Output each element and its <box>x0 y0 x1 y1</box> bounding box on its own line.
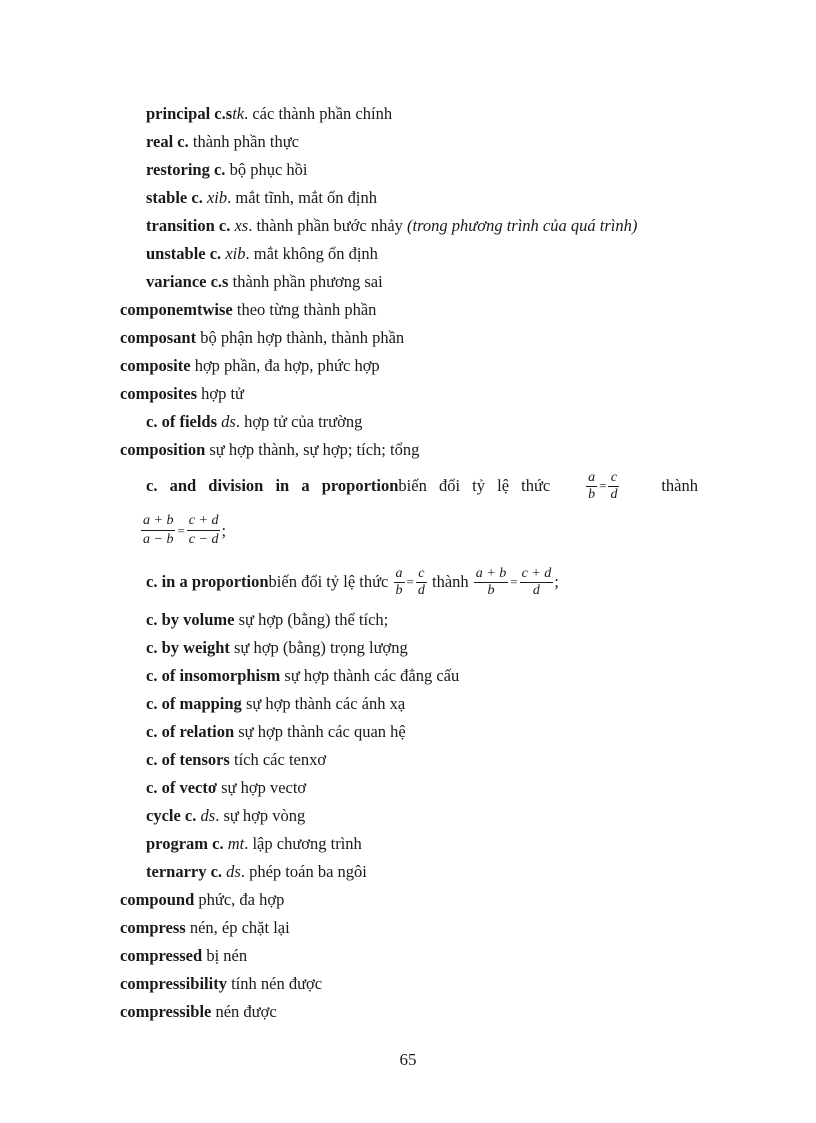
fraction <box>141 512 175 549</box>
entry-definition: bị nén <box>202 946 248 965</box>
entry-term: restoring c. <box>146 160 226 179</box>
entry-abbr: xib <box>206 188 228 207</box>
entry-definition: . phép toán ba ngôi <box>240 862 367 881</box>
entry-abbr: mt <box>227 834 245 853</box>
entry-composition-by-volume <box>146 610 388 630</box>
equals-sign: = <box>510 574 518 589</box>
entry-term: composition <box>120 440 206 459</box>
entry-term: c. of vectơ <box>146 778 217 797</box>
entry-definition: sự hợp (bằng) trọng lượng <box>229 638 408 657</box>
entry-abbr: xib <box>225 244 246 263</box>
entry-term: composant <box>120 328 197 347</box>
entry-term: unstable c. <box>146 244 222 263</box>
entry-term: c. and division in a proportion <box>146 476 399 495</box>
entry-definition: tích các tenxơ <box>229 750 327 769</box>
entry-term: program c. <box>146 834 224 853</box>
entry-definition: sự hợp thành các ánh xạ <box>241 694 406 713</box>
fraction <box>608 470 619 503</box>
entry-real-component <box>146 132 299 152</box>
entry-definition: theo từng thành phần <box>232 300 377 319</box>
entry-abbr: xs <box>234 216 249 235</box>
numerator: a <box>395 565 403 581</box>
semicolon: ; <box>221 520 227 540</box>
entry-definition: bộ phận hợp thành, thành phần <box>196 328 405 347</box>
denominator: b <box>395 582 403 598</box>
entry-definition: tính nén được <box>226 974 323 993</box>
entry-composite <box>120 356 380 376</box>
fraction <box>586 470 597 503</box>
fraction <box>187 512 221 549</box>
denominator: c − d <box>188 532 219 547</box>
entry-abbr: ds <box>226 862 241 881</box>
entry-definition: phức, đa hợp <box>194 890 285 909</box>
entry-term: compound <box>120 890 195 909</box>
numerator: c + d <box>188 513 219 528</box>
entry-definition: sự hợp thành các quan hệ <box>234 722 406 741</box>
entry-componemtwise <box>120 300 376 320</box>
equals-sign: = <box>406 574 414 589</box>
entry-transition-component <box>146 216 637 236</box>
entry-term: c. by weight <box>146 638 230 657</box>
entry-stable-component <box>146 188 377 208</box>
entry-cycle-composition <box>146 806 305 826</box>
denominator: d <box>417 582 425 598</box>
entry-definition: sự hợp thành các đẳng cấu <box>280 666 460 685</box>
denominator: d <box>520 582 554 599</box>
entry-note: (trong phương trình của quá trình) <box>407 216 638 235</box>
entry-definition: . hợp tử của trường <box>235 412 363 431</box>
entry-abbr: ds <box>221 412 236 431</box>
entry-definition: . các thành phần chính <box>244 104 393 123</box>
entry-composition-of-mapping <box>146 694 405 714</box>
formula-a-over-b-eq-c-over-d <box>585 470 620 503</box>
entry-term: componemtwise <box>120 300 233 319</box>
entry-term: c. of tensors <box>146 750 230 769</box>
entry-compressibility <box>120 974 322 994</box>
entry-compound <box>120 890 284 910</box>
entry-ternary-composition <box>146 862 367 882</box>
entry-definition: . mắt tĩnh, mắt ổn định <box>227 188 377 207</box>
entry-definition: nén được <box>211 1002 277 1021</box>
entry-term: c. of mapping <box>146 694 242 713</box>
numerator: a + b <box>143 513 174 528</box>
entry-term: compressed <box>120 946 203 965</box>
denominator: a − b <box>143 532 174 547</box>
entry-definition: . mắt không ổn định <box>245 244 378 263</box>
entry-term: c. in a proportion <box>146 572 269 591</box>
entry-abbr: tk <box>232 104 245 123</box>
entry-composition-of-vectors <box>146 778 306 798</box>
fraction <box>520 566 554 599</box>
equals-sign: = <box>177 522 185 538</box>
entry-definition: biến đổi tỷ lệ thức <box>398 476 551 495</box>
entry-variance-components <box>146 272 383 292</box>
entry-compressible <box>120 1002 277 1022</box>
entry-term: transition c. <box>146 216 231 235</box>
entry-compress <box>120 918 290 938</box>
entry-composition-by-weight <box>146 638 408 658</box>
entry-term: cycle c. <box>146 806 197 825</box>
entry-term: ternarry c. <box>146 862 223 881</box>
numerator: a <box>588 469 596 485</box>
entry-program-composition <box>146 834 362 854</box>
numerator: c <box>610 469 618 485</box>
entry-composition-in-proportion <box>146 562 559 602</box>
entry-composition-of-tensors <box>146 750 326 770</box>
entry-definition-cont: thành <box>431 572 469 591</box>
entry-definition: biến đổi tỷ lệ thức <box>268 572 389 591</box>
page-number: 65 <box>399 1050 417 1069</box>
entry-composition-and-division <box>146 466 698 506</box>
entry-term: c. by volume <box>146 610 235 629</box>
entry-abbr: ds <box>200 806 216 825</box>
entry-definition: sự hợp vectơ <box>216 778 307 797</box>
entry-definition-cont: thành <box>661 476 698 495</box>
entry-definition: sự hợp thành, sự hợp; tích; tổng <box>205 440 420 459</box>
entry-term: compressibility <box>120 974 227 993</box>
entry-definition: thành phần thực <box>188 132 299 151</box>
entry-compressed <box>120 946 247 966</box>
entry-composition-of-relation <box>146 722 406 742</box>
entry-definition: . thành phần bước nhảy <box>248 216 408 235</box>
entry-composition-of-isomorphism <box>146 666 459 686</box>
entry-composition <box>120 440 419 460</box>
entry-definition: hợp phần, đa hợp, phức hợp <box>190 356 380 375</box>
entry-term: compress <box>120 918 186 937</box>
entry-composant <box>120 328 404 348</box>
fraction <box>474 566 508 599</box>
entry-definition: thành phần phương sai <box>228 272 383 291</box>
entry-principal-components <box>146 104 392 124</box>
semicolon: ; <box>554 572 559 591</box>
entry-term: real c. <box>146 132 189 151</box>
entry-composites-of-fields <box>146 412 362 432</box>
entry-term: composite <box>120 356 191 375</box>
entry-term: compressible <box>120 1002 212 1021</box>
numerator: c + d <box>521 565 552 581</box>
entry-composites <box>120 384 244 404</box>
entry-definition: . lập chương trình <box>244 834 362 853</box>
fraction <box>394 566 405 599</box>
numerator: a + b <box>475 565 507 581</box>
entry-restoring-component <box>146 160 307 180</box>
denominator: b <box>474 582 508 599</box>
fraction <box>416 566 427 599</box>
entry-term: principal c.s <box>146 104 233 123</box>
entry-term: c. of fields <box>146 412 218 431</box>
entry-term: c. of insomorphism <box>146 666 281 685</box>
entry-definition: bộ phục hồi <box>225 160 308 179</box>
entry-definition: . sự hợp vòng <box>215 806 306 825</box>
entry-term: stable c. <box>146 188 203 207</box>
entry-definition: sự hợp (bằng) thể tích; <box>234 610 389 629</box>
entry-definition: nén, ép chặt lại <box>185 918 290 937</box>
entry-term: variance c.s <box>146 272 229 291</box>
equals-sign: = <box>599 478 607 493</box>
entry-definition: hợp tử <box>197 384 245 403</box>
denominator: b <box>588 486 596 502</box>
formula-sum-over-difference <box>140 512 226 556</box>
entry-term: c. of relation <box>146 722 235 741</box>
denominator: d <box>610 486 618 502</box>
entry-term: composites <box>120 384 197 403</box>
numerator: c <box>418 565 425 581</box>
entry-unstable-component <box>146 244 378 264</box>
